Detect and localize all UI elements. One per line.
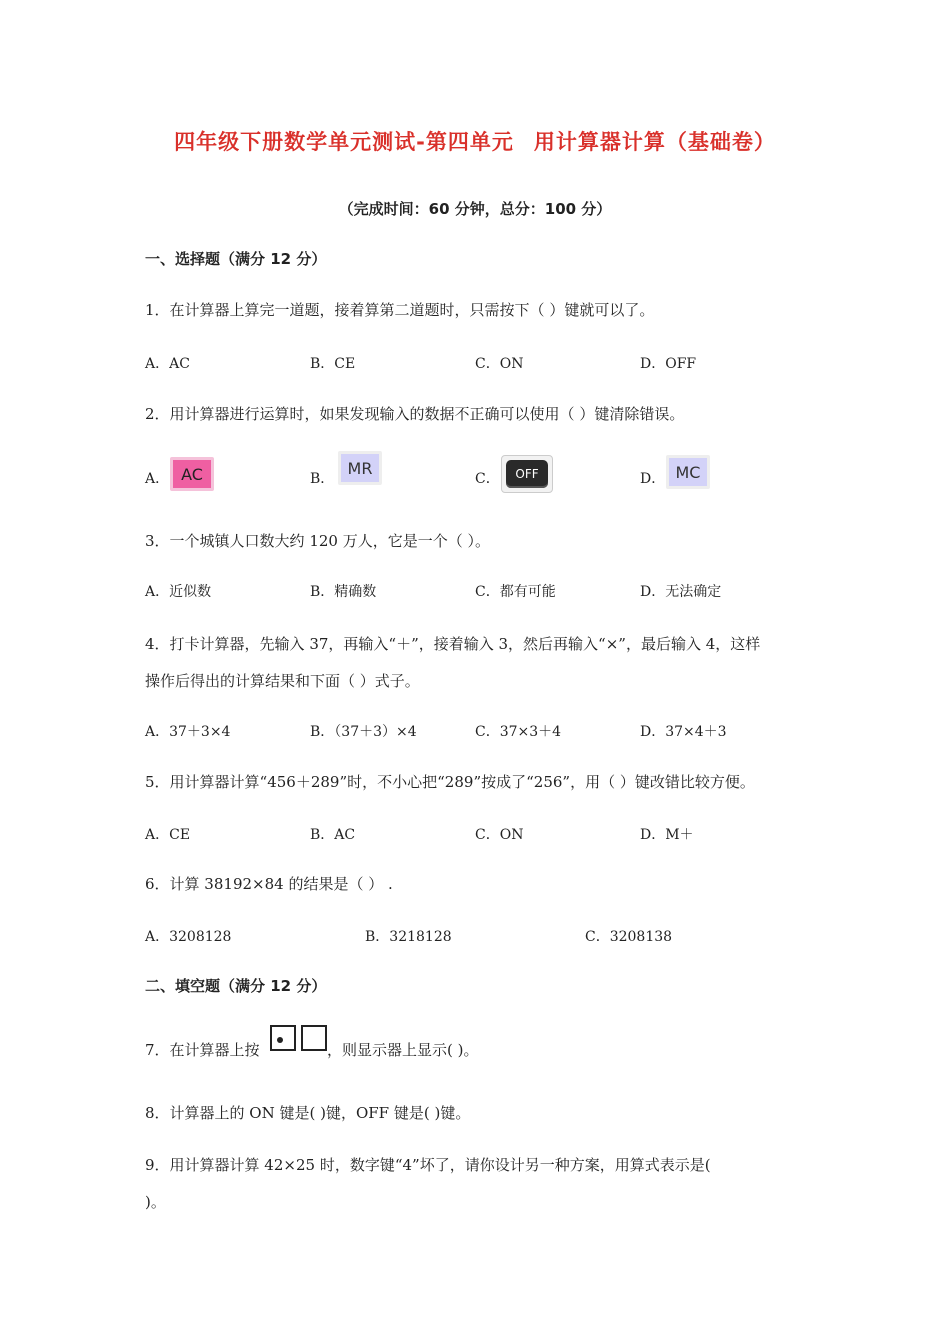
question-7-text-before: 7．在计算器上按 xyxy=(145,1041,260,1059)
q3-option-a[interactable]: A．近似数 xyxy=(145,584,212,600)
q4-option-d[interactable]: D．37×4＋3 xyxy=(640,724,727,740)
q1-option-c[interactable]: C．ON xyxy=(475,356,524,372)
mc-key-image: MC xyxy=(666,455,710,489)
title-part-2: 用计算器计算（基础卷） xyxy=(533,130,776,154)
off-key-label: OFF xyxy=(506,460,548,488)
q3-option-d[interactable]: D．无法确定 xyxy=(640,584,722,600)
decimal-point-icon xyxy=(277,1037,283,1043)
q4-option-a[interactable]: A．37＋3×4 xyxy=(145,724,231,740)
q6-option-a[interactable]: A．3208128 xyxy=(145,929,232,945)
q5-option-b[interactable]: B．AC xyxy=(310,827,356,843)
q6-option-c[interactable]: C．3208138 xyxy=(585,929,673,945)
question-9-text-line-1: 9．用计算器计算 42×25 时，数字键“4”坏了，请你设计另一种方案，用算式表示是( xyxy=(145,1156,711,1174)
q1-option-b[interactable]: B．CE xyxy=(310,356,356,372)
q5-option-a[interactable]: A．CE xyxy=(145,827,191,843)
question-1-text: 1．在计算器上算完一道题，接着算第二道题时，只需按下（ ）键就可以了。 xyxy=(145,301,655,319)
question-2-text: 2．用计算器进行运算时，如果发现输入的数据不正确可以使用（ ）键清除错误。 xyxy=(145,405,685,423)
question-8-text: 8．计算器上的 ON 键是( )键，OFF 键是( )键。 xyxy=(145,1104,471,1122)
q1-option-d[interactable]: D．OFF xyxy=(640,356,697,372)
question-6-text: 6．计算 38192×84 的结果是（ ） . xyxy=(145,875,393,893)
q1-option-a[interactable]: A．AC xyxy=(145,356,190,372)
q2-option-d-label[interactable]: D． xyxy=(640,471,666,487)
title-part-1: 四年级下册数学单元测试-第四单元 xyxy=(174,130,514,154)
mr-key-image: MR xyxy=(338,451,382,485)
page-title xyxy=(0,126,950,156)
q5-option-c[interactable]: C．ON xyxy=(475,827,524,843)
q2-option-c-label[interactable]: C． xyxy=(475,471,500,487)
ac-key-image: AC xyxy=(170,457,214,491)
section-heading-choice: 一、选择题（满分 12 分） xyxy=(145,250,327,268)
question-5-text: 5．用计算器计算“456＋289”时，不小心把“289”按成了“256”，用（ ）键改错比较方便。 xyxy=(145,773,755,791)
q3-option-c[interactable]: C．都有可能 xyxy=(475,584,556,600)
q4-option-b[interactable]: B．（37＋3）×4 xyxy=(310,724,417,740)
q5-option-d[interactable]: D．M＋ xyxy=(640,827,694,843)
section-heading-fill-in: 二、填空题（满分 12 分） xyxy=(145,977,327,995)
question-7-text-after: ，则显示器上显示( )。 xyxy=(327,1041,479,1059)
q3-option-b[interactable]: B．精确数 xyxy=(310,584,377,600)
off-key-image xyxy=(501,455,553,493)
exam-info: （完成时间：60 分钟，总分：100 分） xyxy=(338,200,612,218)
question-4-text-line-2: 操作后得出的计算结果和下面（ ）式子。 xyxy=(145,672,420,690)
q2-option-a-label[interactable]: A． xyxy=(145,471,170,487)
blank-key-box xyxy=(301,1025,327,1051)
question-3-text: 3．一个城镇人口数大约 120 万人，它是一个（ ）。 xyxy=(145,532,490,550)
decimal-point-key-box xyxy=(270,1025,296,1051)
question-9-text-line-2: )。 xyxy=(145,1193,166,1211)
q2-option-b-label[interactable]: B． xyxy=(310,471,335,487)
q4-option-c[interactable]: C．37×3＋4 xyxy=(475,724,562,740)
q6-option-b[interactable]: B．3218128 xyxy=(365,929,452,945)
question-4-text-line-1: 4．打卡计算器，先输入 37，再输入“＋”，接着输入 3，然后再输入“×”，最后输入 4，这样 xyxy=(145,635,761,653)
